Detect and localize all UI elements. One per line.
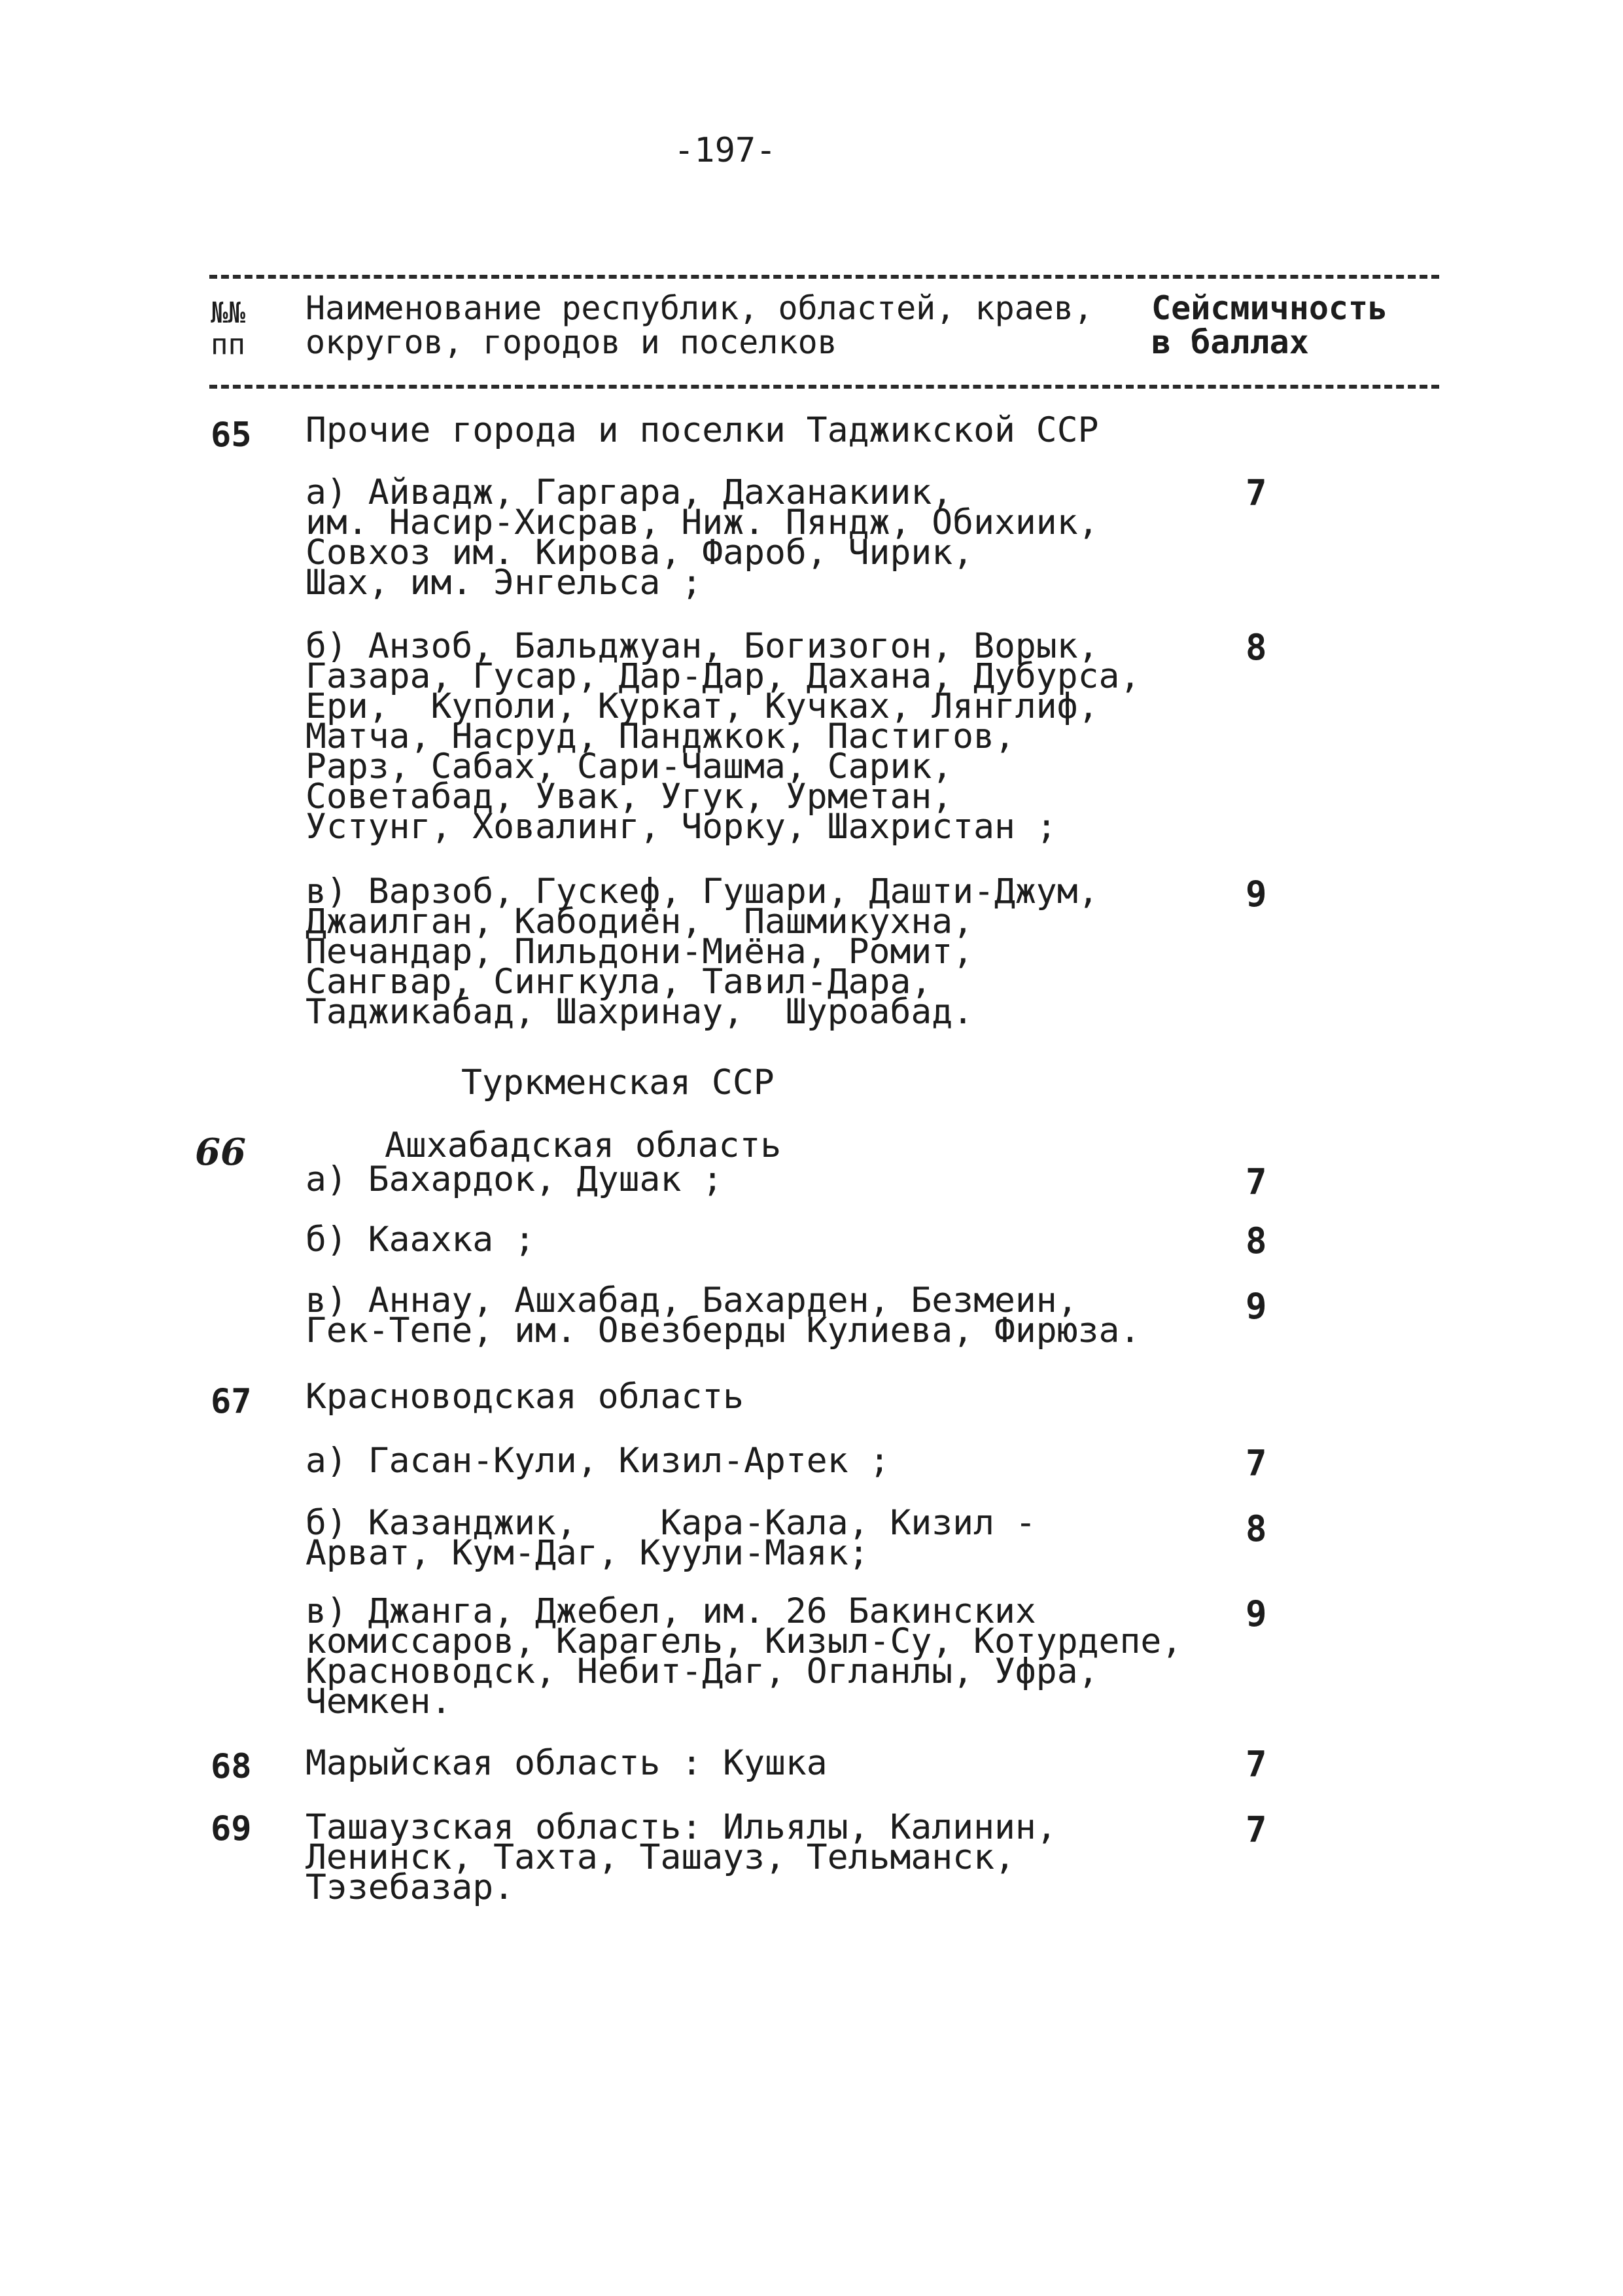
- row-text: Марыйская область : Кушка: [305, 1743, 828, 1783]
- entry-b-score: 8: [1246, 1220, 1267, 1262]
- entry-a-text: а) Гасан-Кули, Кизил-Артек ;: [305, 1441, 890, 1481]
- entry-c-score: 9: [1246, 874, 1267, 915]
- section-heading: Туркменская ССР: [461, 1063, 775, 1103]
- row-title: Ашхабадская область: [385, 1125, 782, 1165]
- entry-a-score: 7: [1246, 472, 1267, 514]
- entry-b-text: б) Каахка ;: [305, 1220, 535, 1260]
- page-number: -197-: [674, 131, 777, 170]
- entry-b-text: б) Казанджик, Кара-Кала, Кизил - Арват, Кум-Даг, Куули-Маяк;: [305, 1503, 1036, 1573]
- row-score: 7: [1246, 1744, 1267, 1785]
- entry-a-text: а) Бахардок, Душак ;: [305, 1159, 724, 1199]
- header-name-label: Наименование республик, областей, краев, округов, городов и поселков: [305, 289, 1094, 361]
- table-header-rule: [209, 385, 1439, 389]
- entry-c-score: 9: [1246, 1286, 1267, 1327]
- row-number: 67: [211, 1382, 252, 1421]
- row-text: Ташаузская область: Ильялы, Калинин, Ленинск, Тахта, Ташауз, Тельманск, Тэзебазар.: [305, 1807, 1057, 1907]
- row-number: 68: [211, 1747, 252, 1786]
- row-score: 7: [1246, 1809, 1267, 1850]
- header-number-label: №№ пп: [211, 296, 245, 361]
- entry-b-score: 8: [1246, 1508, 1267, 1549]
- row-number: 69: [211, 1809, 252, 1848]
- entry-b-score: 8: [1246, 627, 1267, 668]
- entry-c-score: 9: [1246, 1593, 1267, 1634]
- row-title: Прочие города и поселки Таджикской ССР: [305, 410, 1099, 450]
- entry-c-text: в) Аннау, Ашхабад, Бахарден, Безмеин, Гек-Тепе, им. Овезберды Кулиева, Фирюза.: [305, 1280, 1141, 1351]
- table-top-rule: [209, 275, 1439, 279]
- entry-b-text: б) Анзоб, Бальджуан, Богизогон, Ворык, Газара, Гусар, Дар-Дар, Дахана, Дубурса, Ери, Куполи, Куркат, Кучках, Лянглиф, Матча, Насруд, Панджкок, Пастигов, Рарз, Сабах, Сари-Чашма, Сарик, Советабад, Увак, Угук, Урметан, Устунг, Ховалинг, Чорку, Шахристан ;: [305, 626, 1141, 847]
- entry-c-text: в) Джанга, Джебел, им. 26 Бакинских комиссаров, Карагель, Кизыл-Су, Котурдепе, Красноводск, Небит-Даг, Огланлы, Уфра, Чемкен.: [305, 1591, 1183, 1722]
- entry-c-text: в) Варзоб, Гускеф, Гушари, Дашти-Джум, Джаилган, Кабодиён, Пашмикухна, Печандар, Пильдони-Миёна, Ромит, Сангвар, Сингкула, Тавил-Дара, Таджикабад, Шахринау, Шуроабад.: [305, 872, 1099, 1032]
- entry-a-text: а) Айвадж, Гаргара, Даханакиик, им. Насир-Хисрав, Ниж. Пяндж, Обихиик, Совхоз им. Кирова, Фароб, Чирик, Шах, им. Энгельса ;: [305, 472, 1099, 603]
- row-number: 66: [195, 1131, 246, 1174]
- row-title: Красноводская область: [305, 1377, 744, 1417]
- entry-a-score: 7: [1246, 1161, 1267, 1203]
- row-number: 65: [211, 415, 252, 455]
- header-seismic-label: Сейсмичность в баллах: [1151, 289, 1388, 361]
- entry-a-score: 7: [1246, 1443, 1267, 1484]
